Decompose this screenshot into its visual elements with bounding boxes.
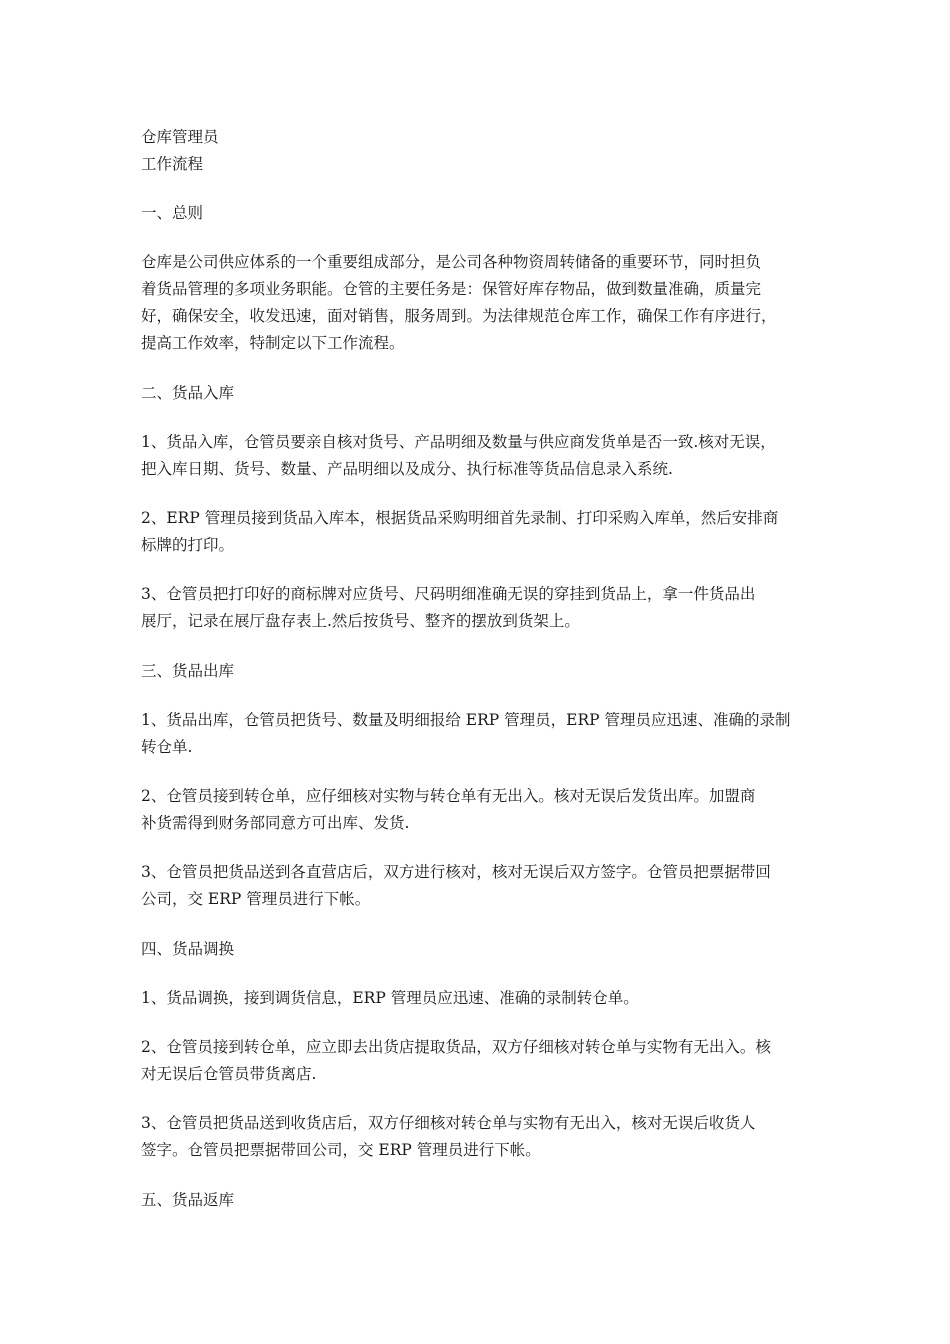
section-heading: 二、货品入库 — [141, 384, 235, 402]
paragraph — [141, 985, 821, 1012]
paragraph — [141, 1034, 821, 1088]
paragraph-line: 转仓单. — [141, 738, 193, 756]
section-general — [141, 200, 821, 357]
paragraph — [141, 249, 821, 357]
paragraph-line: 提高工作效率，特制定以下工作流程。 — [141, 334, 405, 352]
paragraph — [141, 1110, 821, 1164]
paragraph — [141, 783, 821, 837]
section-heading: 三、货品出库 — [141, 662, 235, 680]
paragraph-line: 2、ERP 管理员接到货品入库本，根据货品采购明细首先录制、打印采购入库单，然后安排商 — [141, 509, 779, 527]
paragraph-line: 2、仓管员接到转仓单，应仔细核对实物与转仓单有无出入。核对无误后发货出库。加盟商 — [141, 787, 756, 805]
paragraph-line: 对无误后仓管员带货离店. — [141, 1065, 317, 1083]
section-heading: 五、货品返库 — [141, 1191, 235, 1209]
paragraph-line: 2、仓管员接到转仓单，应立即去出货店提取货品，双方仔细核对转仓单与实物有无出入。核 — [141, 1038, 771, 1056]
document-page — [141, 124, 821, 1214]
document-title — [141, 124, 821, 178]
paragraph-line: 标牌的打印。 — [141, 536, 235, 554]
section-goods-outbound — [141, 658, 821, 913]
paragraph-line: 1、货品调换，接到调货信息，ERP 管理员应迅速、准确的录制转仓单。 — [141, 989, 639, 1007]
section-goods-return — [141, 1187, 821, 1214]
paragraph — [141, 707, 821, 761]
paragraph-line: 3、仓管员把货品送到各直营店后，双方进行核对，核对无误后双方签字。仓管员把票据带回 — [141, 863, 771, 881]
section-goods-inbound — [141, 380, 821, 635]
paragraph-line: 签字。仓管员把票据带回公司，交 ERP 管理员进行下帐。 — [141, 1141, 541, 1159]
section-heading: 一、总则 — [141, 204, 204, 222]
paragraph-line: 1、货品出库，仓管员把货号、数量及明细报给 ERP 管理员，ERP 管理员应迅速、准确的录制 — [141, 711, 791, 729]
paragraph-line: 好，确保安全，收发迅速，面对销售，服务周到。为法律规范仓库工作，确保工作有序进行， — [141, 307, 777, 325]
paragraph-line: 3、仓管员把打印好的商标牌对应货号、尺码明细准确无误的穿挂到货品上，拿一件货品出 — [141, 585, 756, 603]
title-line-1: 仓库管理员 — [141, 128, 219, 146]
section-heading: 四、货品调换 — [141, 940, 235, 958]
title-line-2: 工作流程 — [141, 155, 204, 173]
paragraph — [141, 859, 821, 913]
paragraph-line: 着货品管理的多项业务职能。仓管的主要任务是：保管好库存物品，做到数量准确，质量完 — [141, 280, 762, 298]
section-goods-exchange — [141, 936, 821, 1164]
paragraph-line: 展厅，记录在展厅盘存表上.然后按货号、整齐的摆放到货架上。 — [141, 612, 580, 630]
paragraph-line: 1、货品入库，仓管员要亲自核对货号、产品明细及数量与供应商发货单是否一致.核对无误， — [141, 433, 776, 451]
paragraph — [141, 581, 821, 635]
paragraph — [141, 429, 821, 483]
paragraph-line: 把入库日期、货号、数量、产品明细以及成分、执行标准等货品信息录入系统. — [141, 460, 673, 478]
paragraph-line: 3、仓管员把货品送到收货店后，双方仔细核对转仓单与实物有无出入，核对无误后收货人 — [141, 1114, 756, 1132]
paragraph-line: 仓库是公司供应体系的一个重要组成部分，是公司各种物资周转储备的重要环节，同时担负 — [141, 253, 762, 271]
paragraph-line: 公司，交 ERP 管理员进行下帐。 — [141, 890, 371, 908]
paragraph-line: 补货需得到财务部同意方可出库、发货. — [141, 814, 410, 832]
paragraph — [141, 505, 821, 559]
